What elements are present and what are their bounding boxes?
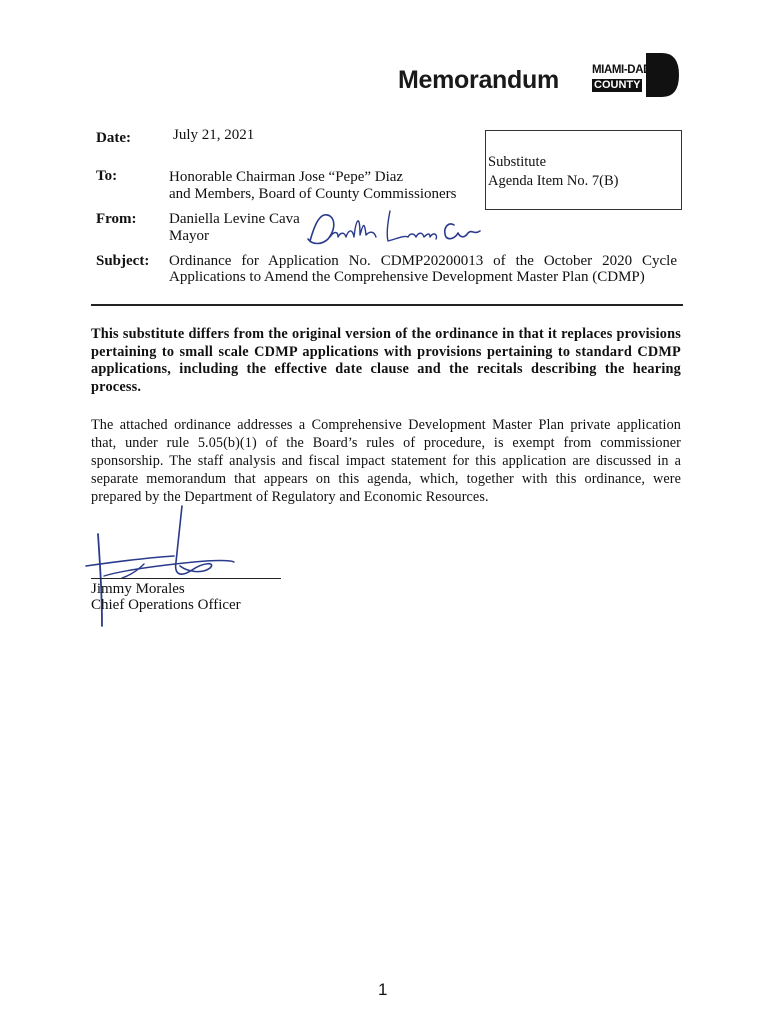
mayor-signature — [304, 205, 484, 251]
to-label: To: — [96, 168, 118, 184]
agenda-item-box — [485, 130, 682, 210]
agenda-item-number: Agenda Item No. 7(B) — [488, 173, 619, 189]
page-number: 1 — [378, 980, 388, 999]
subject-line-2: Applications to Amend the Comprehensive Development Master Plan (CDMP) — [169, 269, 645, 285]
signer-title: Chief Operations Officer — [91, 597, 241, 613]
to-line-2: and Members, Board of County Commissioners — [169, 186, 457, 202]
agenda-substitute-label: Substitute — [488, 154, 547, 170]
body-paragraph: The attached ordinance addresses a Comprehensive Development Master Plan private application that, under rule 5.05(b)(1) of the Board’s rules of procedure, is exempt from commissioner sponsorship. The staff analysis and fiscal impact statement for this application are discussed in a separate memorandum that appears on this agenda, which, together with this ordinance, were prepared by the Department of Regulatory and Economic Resources. — [91, 417, 681, 505]
subject-line-1: Ordinance for Application No. CDMP20200013 of the October 2020 Cycle — [169, 253, 677, 269]
signer-name: Jimmy Morales — [91, 581, 185, 597]
date-value: July 21, 2021 — [173, 127, 255, 143]
header-divider — [91, 304, 683, 306]
date-label: Date: — [96, 130, 131, 146]
logo-text-miami-dade: MIAMI-DADE — [592, 64, 659, 76]
logo-text-county: COUNTY — [594, 79, 641, 91]
from-label: From: — [96, 211, 137, 227]
to-line-1: Honorable Chairman Jose “Pepe” Diaz — [169, 169, 404, 185]
subject-label: Subject: — [96, 253, 150, 269]
signature-line — [91, 578, 281, 579]
from-line-2: Mayor — [169, 228, 209, 244]
substitute-note-paragraph: This substitute differs from the original version of the ordinance in that it replaces provisions pertaining to small scale CDMP applications with provisions pertaining to standard CDMP applications, including the effective date clause and the recitals describing the hearing process. — [91, 326, 681, 395]
memo-title: Memorandum — [398, 66, 559, 94]
from-line-1: Daniella Levine Cava — [169, 211, 300, 227]
